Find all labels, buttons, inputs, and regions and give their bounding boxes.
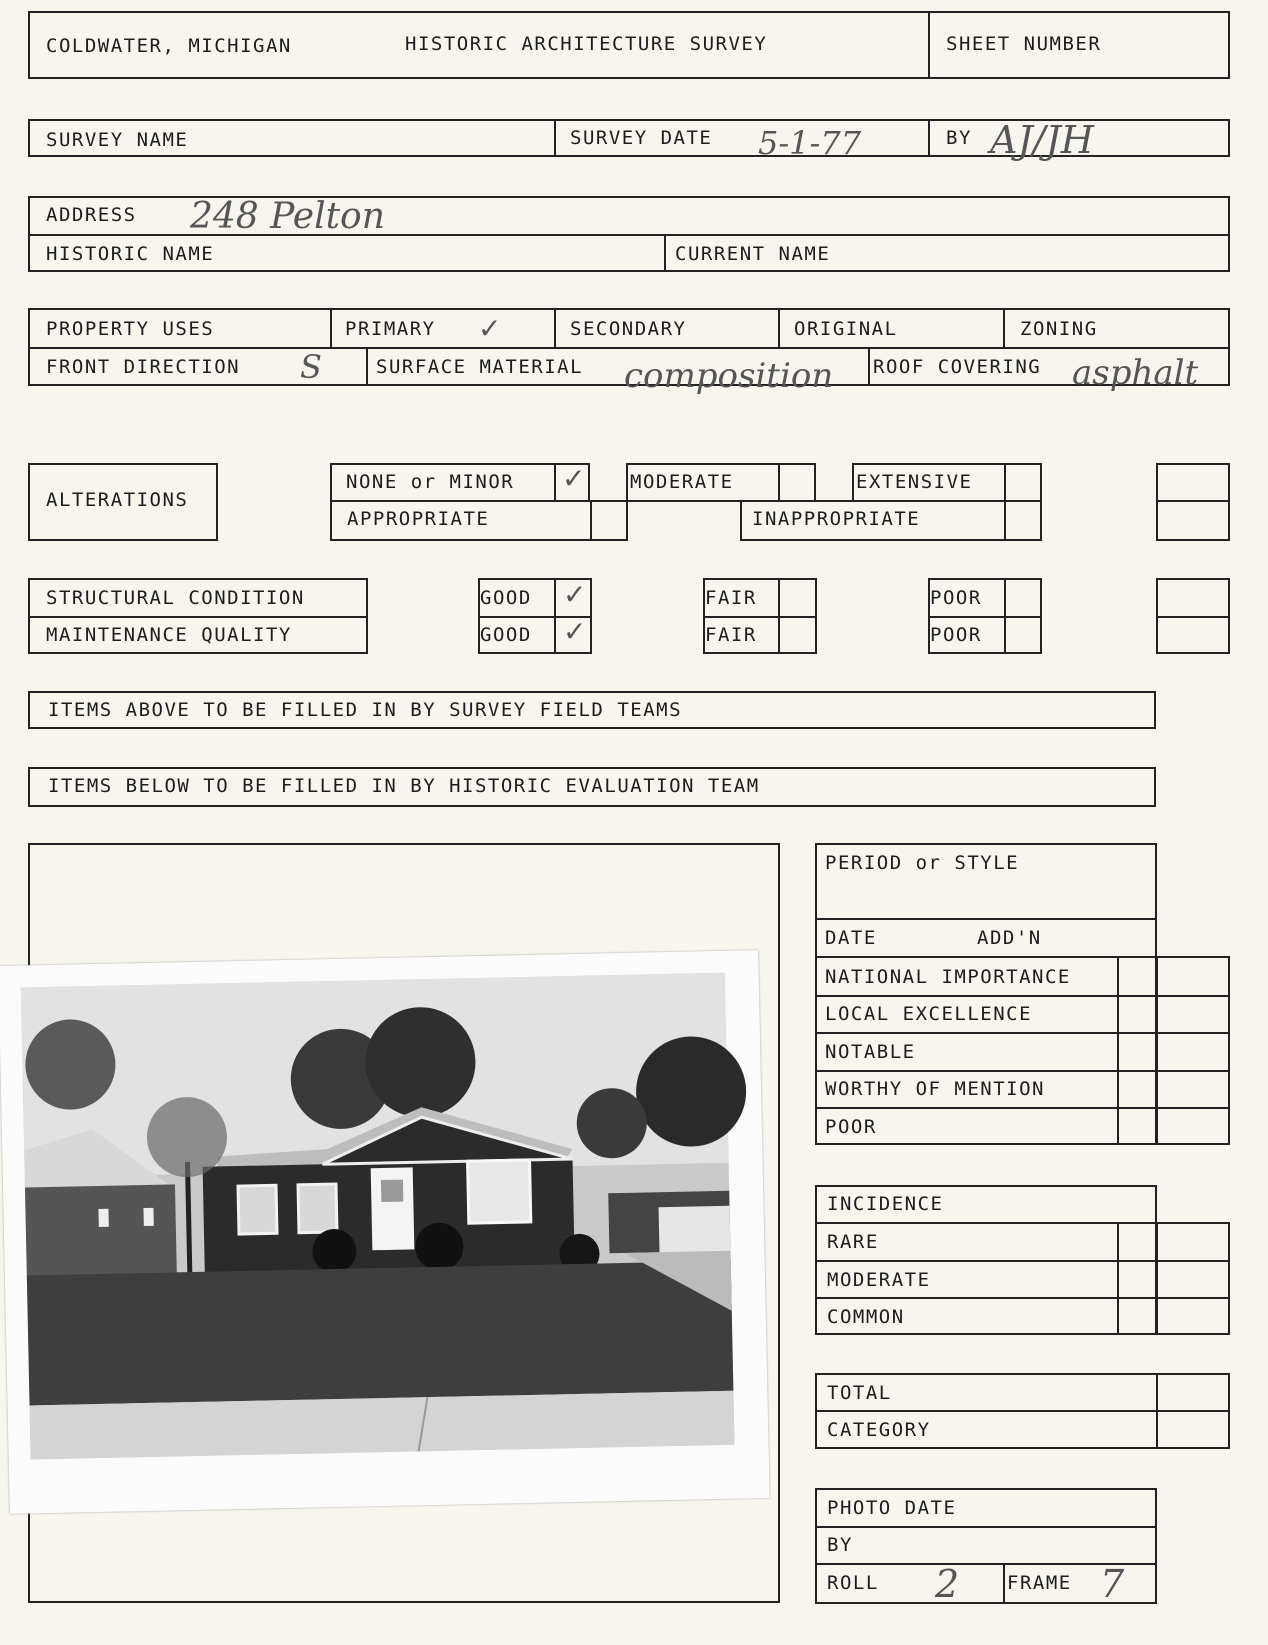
incidence-moderate-label: MODERATE	[827, 1269, 931, 1291]
survey-title: HISTORIC ARCHITECTURE SURVEY	[405, 33, 768, 55]
front-col-2	[868, 347, 870, 386]
national-importance-label: NATIONAL IMPORTANCE	[825, 966, 1071, 988]
front-direction-value: S	[300, 348, 322, 386]
fair-label-maintenance: FAIR	[705, 624, 757, 646]
notes-above-text: ITEMS ABOVE TO BE FILLED IN BY SURVEY FIELD TEAMS	[48, 699, 683, 721]
notes-below-bottom	[28, 805, 1156, 807]
alterations-label: ALTERATIONS	[46, 489, 189, 511]
condition-label-divider	[28, 616, 368, 618]
rare-label: RARE	[827, 1231, 879, 1253]
poor-divider	[928, 616, 1042, 618]
structural-condition-label: STRUCTURAL CONDITION	[46, 587, 305, 609]
inappropriate-check-divider	[1004, 500, 1006, 541]
good-label-structural: GOOD	[480, 587, 532, 609]
maintenance-quality-label: MAINTENANCE QUALITY	[46, 624, 292, 646]
maintenance-good-checkmark: ✓	[563, 615, 587, 648]
moderate-label: MODERATE	[630, 471, 734, 493]
poor-label-maintenance: POOR	[930, 624, 982, 646]
current-name-label: CURRENT NAME	[675, 243, 831, 265]
poor-label-structural: POOR	[930, 587, 982, 609]
good-label-maintenance: GOOD	[480, 624, 532, 646]
address-value: 248 Pelton	[190, 196, 385, 237]
eval-score-divider	[1156, 956, 1158, 1145]
incidence-score-box	[1117, 1222, 1230, 1335]
frame-value: 7	[1100, 1562, 1125, 1606]
local-excellence-label: LOCAL EXCELLENCE	[825, 1003, 1033, 1025]
period-style-label: PERIOD or STYLE	[825, 852, 1020, 874]
alterations-score-divider	[1156, 500, 1230, 502]
poor-check-divider	[1004, 578, 1006, 654]
none-minor-check-divider	[554, 463, 556, 502]
survey-divider-2	[928, 119, 930, 157]
survey-name-label: SURVEY NAME	[46, 129, 189, 151]
incidence-label: INCIDENCE	[827, 1193, 944, 1215]
inappropriate-label: INAPPROPRIATE	[752, 508, 921, 530]
property-col-2	[554, 308, 556, 347]
good-check-divider	[554, 578, 556, 654]
extensive-label: EXTENSIVE	[856, 471, 973, 493]
fair-label-structural: FAIR	[705, 587, 757, 609]
condition-score-divider	[1156, 616, 1230, 618]
worthy-of-mention-label: WORTHY OF MENTION	[825, 1078, 1045, 1100]
structural-good-checkmark: ✓	[563, 578, 587, 611]
frame-label: FRAME	[1007, 1572, 1072, 1594]
survey-date-label: SURVEY DATE	[570, 127, 713, 149]
totals-divider	[815, 1410, 1230, 1412]
secondary-label: SECONDARY	[570, 318, 687, 340]
totals-score-divider	[1156, 1373, 1158, 1449]
by-value: AJ/JH	[990, 118, 1094, 162]
fair-divider	[703, 616, 817, 618]
alterations-score-box	[1156, 463, 1230, 541]
moderate-check-divider	[778, 463, 780, 502]
original-label: ORIGINAL	[794, 318, 898, 340]
eval-score-box	[1117, 956, 1230, 1145]
property-col-3	[778, 308, 780, 347]
eval-line-1	[815, 918, 1157, 920]
header-divider	[928, 11, 930, 79]
appropriate-check-divider	[590, 500, 592, 541]
surface-material-value: composition	[624, 356, 834, 396]
house-photo-image	[0, 950, 770, 1514]
eval-poor-label: POOR	[825, 1116, 877, 1138]
survey-date-value: 5-1-77	[758, 124, 862, 162]
roof-covering-value: asphalt	[1072, 353, 1199, 393]
photo-by-label: BY	[827, 1534, 853, 1556]
property-col-1	[330, 308, 332, 347]
roof-covering-label: ROOF COVERING	[873, 356, 1042, 378]
notes-above-top	[28, 691, 1156, 693]
surface-material-label: SURFACE MATERIAL	[376, 356, 584, 378]
notes-below-text: ITEMS BELOW TO BE FILLED IN BY HISTORIC EVALUATION TEAM	[48, 775, 760, 797]
property-col-4	[1003, 308, 1005, 347]
fair-check-divider	[778, 578, 780, 654]
by-label: BY	[946, 127, 972, 149]
property-divider	[28, 347, 1230, 349]
sheet-number-label: SHEET NUMBER	[946, 33, 1102, 55]
property-uses-label: PROPERTY USES	[46, 318, 215, 340]
appropriate-label: APPROPRIATE	[347, 508, 490, 530]
eval-date-label: DATE	[825, 927, 877, 949]
front-col-1	[366, 347, 368, 386]
roll-label: ROLL	[827, 1572, 879, 1594]
roll-frame-divider	[1003, 1563, 1005, 1604]
roll-value: 2	[935, 1562, 960, 1606]
city-label: COLDWATER, MICHIGAN	[46, 35, 292, 57]
front-direction-label: FRONT DIRECTION	[46, 356, 241, 378]
none-minor-label: NONE or MINOR	[346, 471, 515, 493]
photo-date-label: PHOTO DATE	[827, 1497, 957, 1519]
notable-label: NOTABLE	[825, 1041, 916, 1063]
names-divider	[664, 234, 666, 272]
extensive-check-divider	[1004, 463, 1006, 502]
incidence-score-divider	[1156, 1222, 1158, 1335]
common-label: COMMON	[827, 1306, 905, 1328]
primary-label: PRIMARY	[345, 318, 436, 340]
category-label: CATEGORY	[827, 1419, 931, 1441]
address-label: ADDRESS	[46, 204, 137, 226]
zoning-label: ZONING	[1020, 318, 1098, 340]
historic-name-label: HISTORIC NAME	[46, 243, 215, 265]
none-minor-checkmark: ✓	[562, 462, 586, 495]
primary-checkmark: ✓	[478, 312, 502, 345]
eval-addn-label: ADD'N	[977, 927, 1042, 949]
survey-divider-1	[554, 119, 556, 157]
photo-info-line-1	[815, 1526, 1157, 1528]
house-photograph	[0, 950, 770, 1514]
total-label: TOTAL	[827, 1382, 892, 1404]
